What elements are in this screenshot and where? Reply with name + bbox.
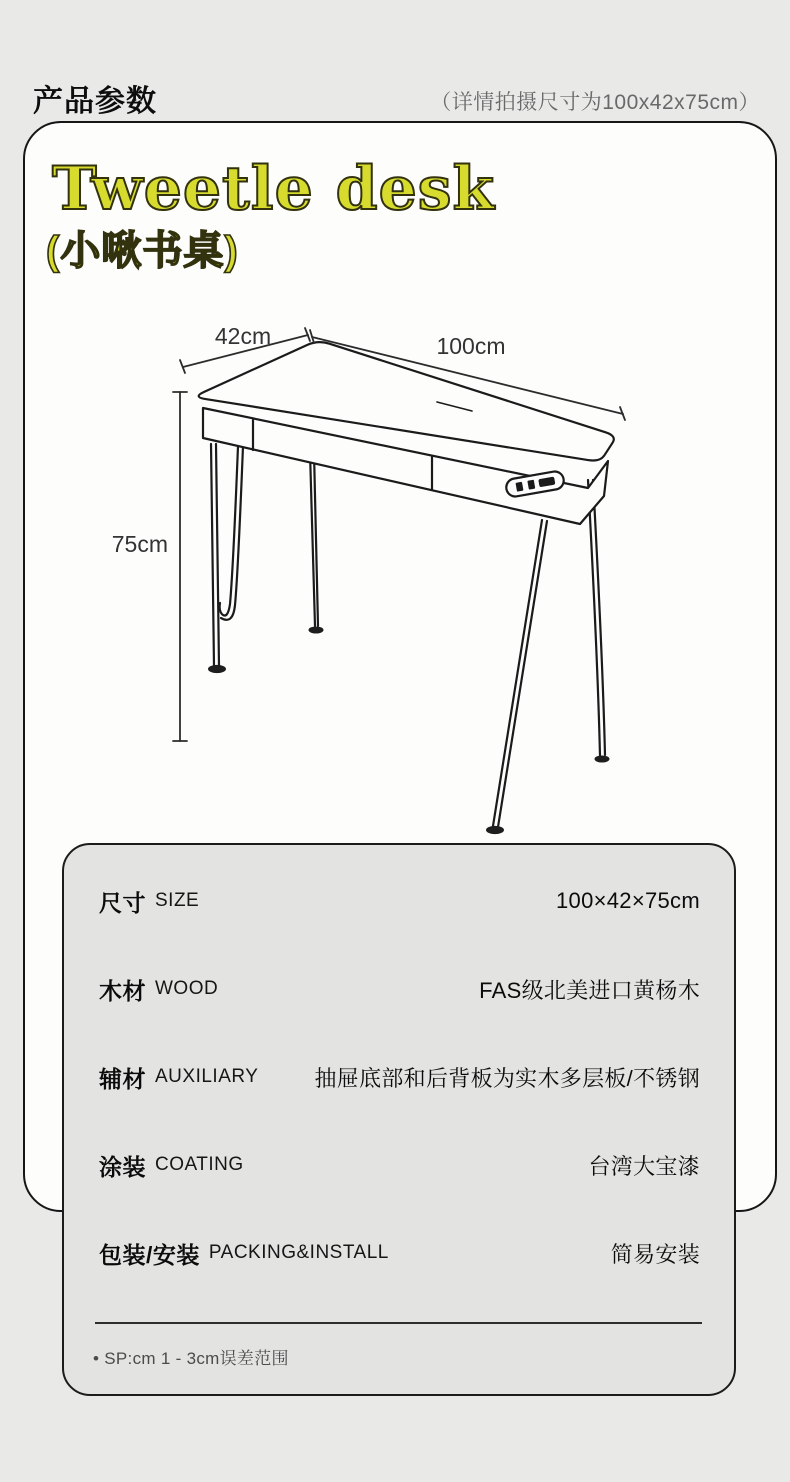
spec-label-cn: 木材 — [99, 977, 146, 1004]
spec-label-cn: 尺寸 — [99, 889, 146, 916]
spec-divider — [95, 1322, 702, 1324]
spec-label-en: WOOD — [155, 978, 219, 999]
tolerance-footnote: • SP:cm 1 - 3cm误差范围 — [93, 1349, 289, 1368]
desk-line-drawing — [80, 312, 660, 836]
spec-value: 抽屉底部和后背板为实木多层板/不锈钢 — [314, 1065, 700, 1091]
product-title-en: Tweetle desk — [52, 154, 496, 224]
spec-label-cn: 包装/安装 — [99, 1241, 200, 1268]
spec-label-en: SIZE — [155, 890, 200, 911]
spec-label-cn: 辅材 — [99, 1065, 146, 1092]
spec-value: 100×42×75cm — [556, 888, 700, 913]
depth-dimension-label: 42cm — [214, 323, 272, 349]
height-dimension-label: 75cm — [111, 531, 168, 557]
spec-row-coating — [64, 1121, 734, 1209]
spec-row-packing — [64, 1209, 734, 1297]
spec-row-size — [64, 857, 734, 945]
spec-table-card — [62, 843, 736, 1396]
header-dimension-note: （详情拍摄尺寸为100x42x75cm） — [430, 91, 760, 114]
spec-label-cn: 涂装 — [99, 1153, 146, 1180]
spec-row-auxiliary — [64, 1033, 734, 1121]
spec-value: FAS级北美进口黄杨木 — [479, 977, 700, 1003]
spec-rows — [64, 857, 734, 1297]
product-title-cn: (小啾书桌) — [46, 229, 239, 273]
spec-label-en: AUXILIARY — [155, 1066, 259, 1087]
spec-value: 台湾大宝漆 — [588, 1153, 700, 1179]
spec-label-en: PACKING&INSTALL — [208, 1242, 389, 1263]
page-title: 产品参数 — [33, 85, 157, 118]
spec-value: 简易安装 — [610, 1241, 700, 1267]
width-dimension-label: 100cm — [436, 333, 506, 359]
spec-row-wood — [64, 945, 734, 1033]
spec-label-en: COATING — [155, 1154, 244, 1175]
